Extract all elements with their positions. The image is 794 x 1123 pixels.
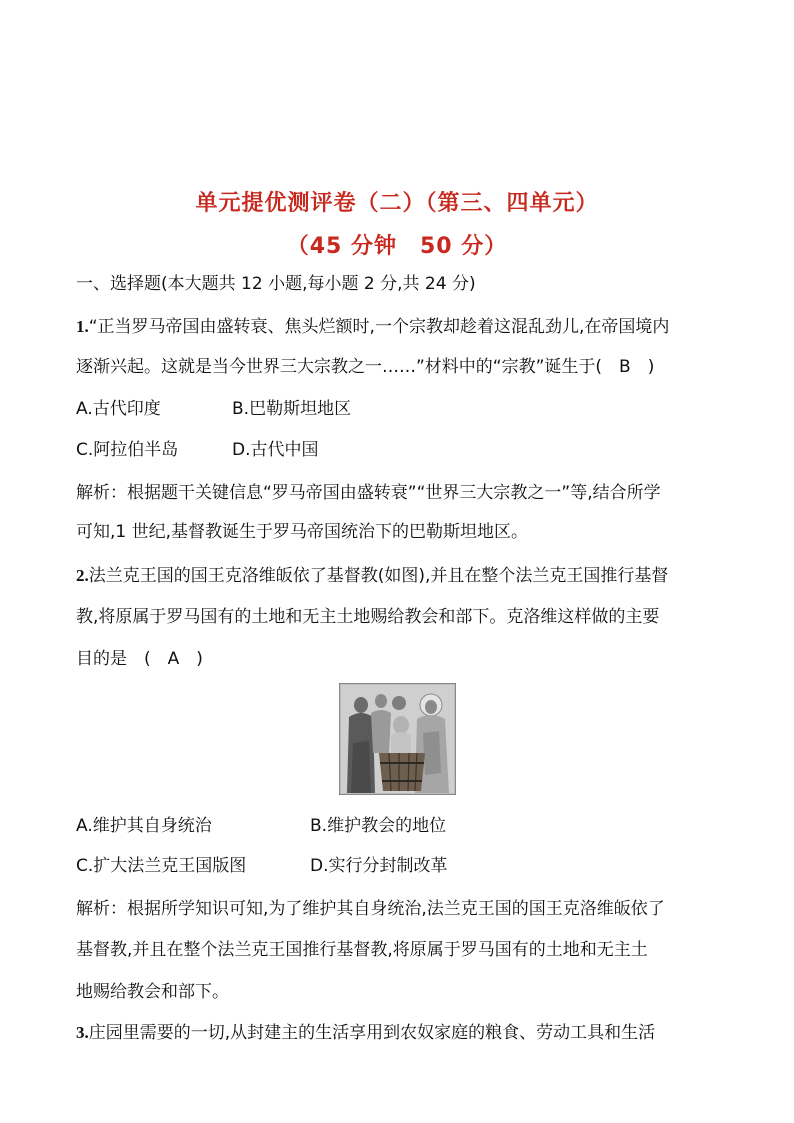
q1-option-c: C.阿拉伯半岛 (76, 440, 179, 460)
section-heading: 一、选择题(本大题共 12 小题,每小题 2 分,共 24 分) (76, 274, 476, 294)
q2-explanation-line-3: 地赐给教会和部下。 (76, 982, 229, 1002)
q2-text-1: 法兰克王国的国王克洛维皈依了基督教(如图),并且在整个法兰克王国推行基督 (88, 566, 669, 586)
q2-option-d: D.实行分封制改革 (310, 856, 448, 876)
q1-option-d: D.古代中国 (232, 440, 319, 460)
q2-number: 2. (76, 566, 89, 585)
baptism-illustration (339, 683, 456, 795)
page-subtitle: （45 分钟 50 分） (286, 234, 508, 259)
q2-explanation-line-1: 解析：根据所学知识可知,为了维护其自身统治,法兰克王国的国王克洛维皈依了 (76, 899, 665, 919)
q2-option-a: A.维护其自身统治 (76, 816, 212, 836)
q3-number: 3. (76, 1023, 89, 1042)
q1-text-1: “正当罗马帝国由盛转衰、焦头烂额时,一个宗教却趁着这混乱劲儿,在帝国境内 (88, 317, 670, 337)
q1-option-b: B.巴勒斯坦地区 (232, 399, 352, 419)
q1-option-a: A.古代印度 (76, 399, 161, 419)
q2-stem-line-1 (76, 564, 726, 588)
q1-explanation-line-2: 可知,1 世纪,基督教诞生于罗马帝国统治下的巴勒斯坦地区。 (76, 522, 529, 542)
q2-explanation-line-2: 基督教,并且在整个法兰克王国推行基督教,将原属于罗马国有的土地和无主土 (76, 940, 648, 960)
q2-option-b: B.维护教会的地位 (310, 816, 447, 836)
page-title: 单元提优测评卷（二）（第三、四单元） (195, 191, 599, 216)
q1-number: 1. (76, 317, 89, 336)
q2-option-c: C.扩大法兰克王国版图 (76, 856, 247, 876)
q2-stem-line-3: 目的是 ( A ) (76, 649, 203, 669)
q1-stem-line-1 (76, 315, 726, 339)
q1-explanation-line-1: 解析：根据题干关键信息“罗马帝国由盛转衰”“世界三大宗教之一”等,结合所学 (76, 483, 661, 503)
q1-stem-line-2: 逐渐兴起。这就是当今世界三大宗教之一……”材料中的“宗教”诞生于( B ) (76, 357, 655, 377)
q3-text-1: 庄园里需要的一切,从封建主的生活享用到农奴家庭的粮食、劳动工具和生活 (88, 1023, 656, 1043)
q2-stem-line-2: 教,将原属于罗马国有的土地和无主土地赐给教会和部下。克洛维这样做的主要 (76, 607, 660, 627)
q3-stem-line-1 (76, 1021, 726, 1045)
